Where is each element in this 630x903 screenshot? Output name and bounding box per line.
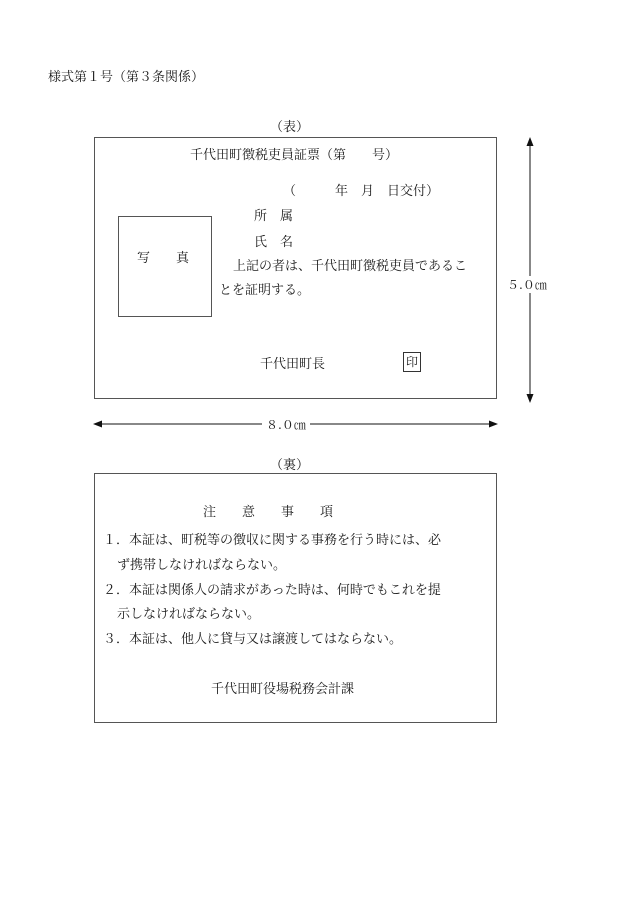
note-3-line-1: ３．本証は、他人に貸与又は譲渡してはならない。 bbox=[103, 632, 403, 647]
width-arrow-right bbox=[489, 421, 498, 428]
department-name: 千代田町役場税務会計課 bbox=[211, 682, 355, 697]
affiliation-label: 所 属 bbox=[254, 209, 294, 224]
photo-label: 写 真 bbox=[137, 251, 190, 266]
front-side-label: （表） bbox=[270, 120, 310, 135]
statement-line-1: 上記の者は、千代田町徴税吏員であるこ bbox=[233, 259, 468, 274]
back-card bbox=[94, 473, 497, 723]
note-2-line-2: 示しなければならない。 bbox=[117, 607, 261, 622]
seal-mark: 印 bbox=[403, 352, 421, 372]
issuer-name: 千代田町長 bbox=[260, 357, 326, 372]
form-title: 様式第１号（第３条関係） bbox=[48, 70, 205, 85]
card-title: 千代田町徴税吏員証票（第 号） bbox=[190, 148, 399, 163]
notes-title: 注 意 事 項 bbox=[203, 505, 334, 520]
width-dimension-label: ８.０㎝ bbox=[262, 416, 310, 433]
statement-line-2: とを証明する。 bbox=[219, 283, 311, 298]
height-arrow-top bbox=[527, 137, 534, 146]
note-1-line-2: ず携帯しなければならない。 bbox=[117, 558, 287, 573]
issue-date: （ 年 月 日交付） bbox=[283, 184, 440, 199]
back-side-label: （裏） bbox=[270, 458, 310, 473]
height-arrow-bottom bbox=[527, 394, 534, 403]
note-2-line-1: ２．本証は関係人の請求があった時は、何時でもこれを提 bbox=[103, 583, 441, 598]
width-arrow-left bbox=[93, 421, 102, 428]
photo-box bbox=[118, 216, 212, 317]
height-dimension-label: ５.０㎝ bbox=[503, 276, 551, 293]
note-1-line-1: １．本証は、町税等の徴収に関する事務を行う時には、必 bbox=[103, 533, 442, 548]
front-card bbox=[94, 137, 497, 399]
name-label: 氏 名 bbox=[254, 235, 294, 250]
